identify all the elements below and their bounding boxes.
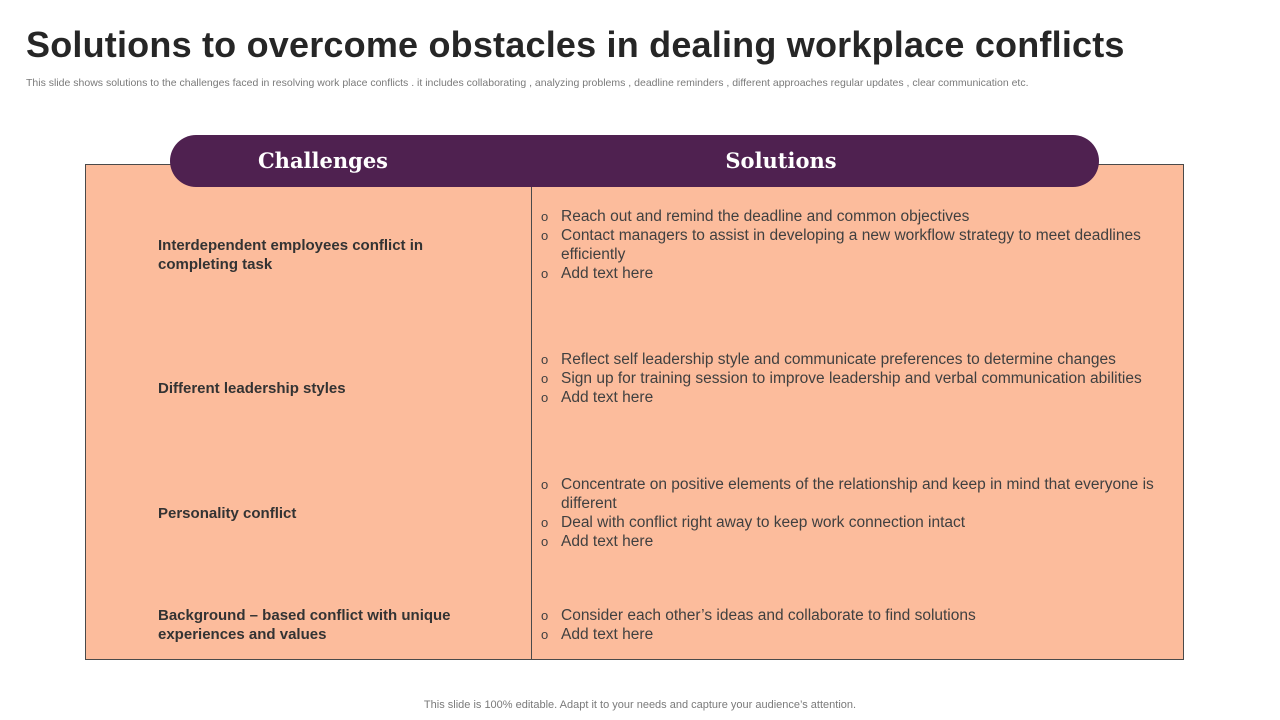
bullet-icon: o	[541, 477, 549, 492]
bullet-icon: o	[541, 266, 549, 281]
solution-item	[541, 207, 1166, 226]
solutions-header: Solutions	[725, 148, 837, 173]
challenges-header: Challenges	[257, 148, 389, 173]
bullet-icon: o	[541, 209, 549, 224]
solution-item	[541, 350, 1166, 369]
solutions-list	[541, 475, 1166, 551]
challenge-cell: Background – based conflict with unique experiences and values	[158, 607, 451, 643]
solution-text: Deal with conflict right away to keep work connection intact	[561, 514, 966, 531]
solution-text: Consider each other’s ideas and collaborate to find solutions	[561, 607, 976, 624]
table-header-bar	[170, 135, 1099, 187]
bullet-icon: o	[541, 627, 549, 642]
solution-text: Sign up for training session to improve leadership and verbal communication abilities	[561, 370, 1142, 387]
bullet-icon: o	[541, 371, 549, 386]
bullet-icon: o	[541, 352, 549, 367]
solution-text: Reach out and remind the deadline and common objectives	[561, 208, 970, 225]
solution-text: Add text here	[561, 533, 654, 550]
slide-subtitle: This slide shows solutions to the challenges faced in resolving work place conflicts . it includes collaborating , analyzing problems , deadline reminders , different approaches regular updates , clear communication etc.	[26, 77, 1029, 89]
solution-item	[541, 513, 1166, 532]
solution-item	[541, 264, 1166, 283]
solution-text: Add text here	[561, 389, 654, 406]
solution-text: Reflect self leadership style and communicate preferences to determine changes	[561, 351, 1116, 368]
challenge-cell: Interdependent employees conflict in completing task	[158, 237, 424, 273]
solution-text: Contact managers to assist in developing a new workflow strategy to meet deadlines efficiently	[561, 227, 1141, 263]
slide-title: Solutions to overcome obstacles in dealing workplace conflicts	[26, 24, 1125, 65]
solution-item	[541, 625, 1166, 644]
solution-item	[541, 475, 1166, 513]
solution-text: Add text here	[561, 265, 654, 282]
bullet-icon: o	[541, 534, 549, 549]
solution-item	[541, 532, 1166, 551]
bullet-icon: o	[541, 228, 549, 243]
solution-text: Add text here	[561, 626, 654, 643]
column-divider	[531, 187, 532, 659]
solutions-list	[541, 350, 1166, 407]
editable-note-footer: This slide is 100% editable. Adapt it to your needs and capture your audience’s attention.	[423, 699, 857, 711]
bullet-icon: o	[541, 608, 549, 623]
solutions-list	[541, 606, 1166, 644]
solution-text: Concentrate on positive elements of the relationship and keep in mind that everyone is different	[561, 476, 1154, 512]
solution-item	[541, 606, 1166, 625]
solution-item	[541, 388, 1166, 407]
bullet-icon: o	[541, 515, 549, 530]
solution-item	[541, 226, 1166, 264]
solution-item	[541, 369, 1166, 388]
bullet-icon: o	[541, 390, 549, 405]
challenge-cell: Personality conflict	[158, 505, 297, 522]
challenge-cell: Different leadership styles	[158, 380, 346, 397]
solutions-list	[541, 207, 1166, 283]
